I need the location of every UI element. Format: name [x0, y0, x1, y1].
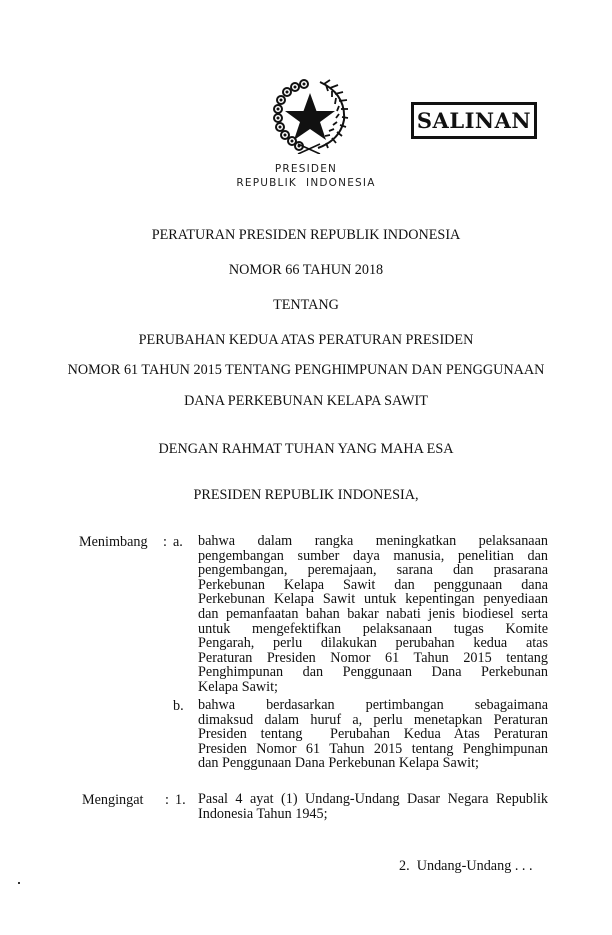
- preamble-rahmat: DENGAN RAHMAT TUHAN YANG MAHA ESA: [158, 441, 454, 457]
- text-line: Pengarah, perlu dilakukan perubahan kedua atas: [198, 635, 548, 652]
- menimbang-colon: :: [163, 534, 167, 550]
- menimbang-label: Menimbang: [79, 534, 148, 550]
- mengingat-item-1-marker: 1.: [175, 792, 186, 808]
- mengingat-item-1-text: [198, 792, 548, 821]
- page-continuation: 2. Undang-Undang . . .: [399, 858, 533, 874]
- salinan-stamp: SALINAN: [411, 102, 537, 139]
- title-line-number: NOMOR 66 TAHUN 2018: [228, 262, 384, 278]
- text-line: dan pemanfaatan bahan bakar nabati jenis biodiesel serta: [198, 605, 548, 622]
- text-line: Perkebunan Kelapa Sawit dan penggunaan dana: [198, 576, 548, 593]
- menimbang-item-b-text: [198, 698, 548, 771]
- menimbang-item-b-marker: b.: [173, 698, 184, 714]
- menimbang-item-a-text: [198, 534, 548, 695]
- text-line: Perkebunan Kelapa Sawit untuk kepentingan penyediaan: [198, 591, 548, 608]
- text-line: pengembangan, peremajaan, sarana dan prasarana: [198, 562, 548, 579]
- text-line: bahwa berdasarkan pertimbangan sebagaimana: [198, 697, 548, 713]
- title-line-subject-2: NOMOR 61 TAHUN 2015 TENTANG PENGHIMPUNAN DAN PENGGUNAAN: [67, 362, 545, 378]
- scan-artifact-dot: [18, 882, 20, 884]
- republik-indonesia-label: REPUBLIK INDONESIA: [236, 177, 376, 189]
- garuda-presidential-emblem-icon: [268, 76, 352, 154]
- mengingat-colon: :: [165, 792, 169, 808]
- title-line-regulation: PERATURAN PRESIDEN REPUBLIK INDONESIA: [151, 227, 461, 243]
- text-line: Pasal 4 ayat (1) Undang-Undang Dasar Negara Republik: [198, 791, 548, 807]
- text-line: Presiden tentang Perubahan Kedua Atas Peraturan: [198, 726, 548, 743]
- text-line: Penghimpunan dan Penggunaan Dana Perkebunan: [198, 664, 548, 681]
- title-line-subject-1: PERUBAHAN KEDUA ATAS PERATURAN PRESIDEN: [138, 332, 474, 348]
- text-line: Indonesia Tahun 1945;: [198, 805, 328, 822]
- text-line: Kelapa Sawit;: [198, 678, 278, 695]
- text-line: Presiden Nomor 61 Tahun 2015 tentang Penghimpunan: [198, 740, 548, 757]
- text-line: dimaksud dalam huruf a, perlu menetapkan Peraturan: [198, 711, 548, 728]
- text-line: bahwa dalam rangka meningkatkan pelaksanaan: [198, 533, 548, 549]
- preamble-presiden: PRESIDEN REPUBLIK INDONESIA,: [193, 487, 419, 503]
- text-line: Peraturan Presiden Nomor 61 Tahun 2015 tentang: [198, 649, 548, 666]
- text-line: untuk mengefektifkan pelaksanaan tugas Komite: [198, 620, 548, 637]
- title-line-tentang: TENTANG: [273, 297, 339, 313]
- mengingat-label: Mengingat: [82, 792, 144, 808]
- presiden-label: PRESIDEN: [274, 163, 338, 175]
- text-line: dan Penggunaan Dana Perkebunan Kelapa Sawit;: [198, 755, 479, 772]
- title-line-subject-3: DANA PERKEBUNAN KELAPA SAWIT: [184, 393, 428, 409]
- menimbang-item-a-marker: a.: [173, 534, 183, 550]
- text-line: pengembangan sumber daya manusia, penelitian dan: [198, 547, 548, 564]
